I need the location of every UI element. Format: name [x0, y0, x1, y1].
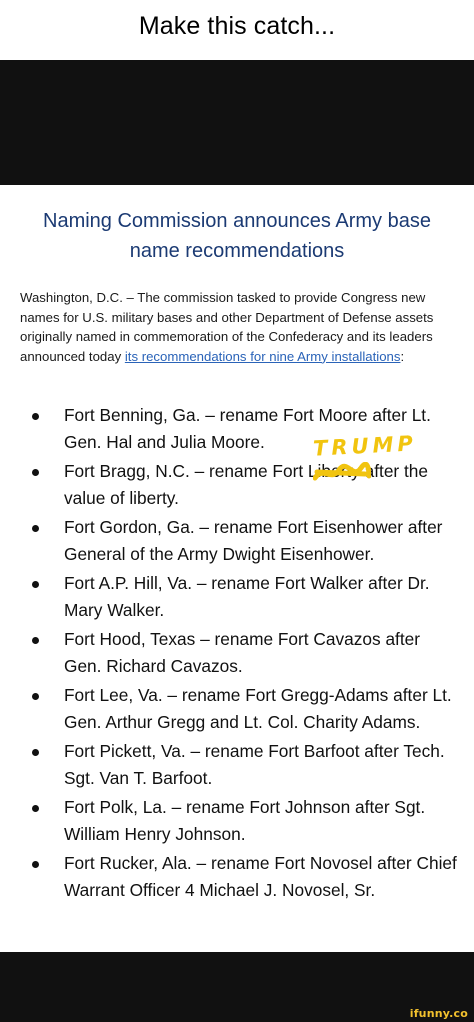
recommendation-text: Fort Lee, Va. – rename Fort Gregg-Adams after Lt. Gen. Arthur Gregg and Lt. Col. Charity Adams.: [64, 685, 452, 732]
bullet-icon: [32, 749, 39, 756]
bullet-icon: [32, 525, 39, 532]
bullet-icon: [32, 693, 39, 700]
recommendation-text: Fort Benning, Ga. – rename Fort Moore after Lt. Gen. Hal and Julia Moore.: [64, 405, 431, 452]
article-intro: [20, 288, 460, 366]
recommendation-text: Fort Polk, La. – rename Fort Johnson after Sgt. William Henry Johnson.: [64, 797, 426, 844]
recommendation-text: Fort Hood, Texas – rename Fort Cavazos after Gen. Richard Cavazos.: [64, 629, 421, 676]
list-item: [18, 794, 460, 848]
bullet-icon: [32, 637, 39, 644]
recommendations-link[interactable]: its recommendations for nine Army installations: [124, 348, 401, 364]
top-black-bar: [0, 60, 474, 185]
list-item: [18, 458, 460, 512]
list-item: [18, 682, 460, 736]
list-item: [18, 626, 460, 680]
article-headline: Naming Commission announces Army base name recommendations: [43, 210, 431, 262]
recommendation-text: Fort Rucker, Ala. – rename Fort Novosel after Chief Warrant Officer 4 Michael J. Novosel, Sr.: [64, 853, 457, 900]
bullet-icon: [32, 861, 39, 868]
bullet-icon: [32, 469, 39, 476]
list-item: [18, 514, 460, 568]
bottom-black-bar: [0, 952, 474, 1022]
intro-text: Washington, D.C. – The commission tasked to provide Congress new names for U.S. military bases and other Department of Defense assets originally named in commemoration of the Confederacy and its leaders announced today: [20, 290, 434, 364]
ifunny-watermark: ifunny.co: [409, 1007, 468, 1020]
handwritten-trump: TRUMP: [312, 431, 418, 461]
recommendation-text: Fort Bragg, N.C. – rename Fort Liberty after the value of liberty.: [64, 461, 429, 508]
bullet-icon: [32, 805, 39, 812]
list-item: [18, 570, 460, 624]
yellow-scribble: [313, 462, 371, 484]
recommendations-list: [18, 402, 460, 906]
list-item: [18, 850, 460, 904]
meme-caption: Make this catch...: [138, 12, 336, 40]
bullet-icon: [32, 413, 39, 420]
recommendation-text: Fort Gordon, Ga. – rename Fort Eisenhower after General of the Army Dwight Eisenhower.: [64, 517, 443, 564]
recommendation-text: Fort Pickett, Va. – rename Fort Barfoot after Tech. Sgt. Van T. Barfoot.: [64, 741, 445, 788]
list-item: [18, 738, 460, 792]
intro-colon: :: [400, 348, 405, 364]
bullet-icon: [32, 581, 39, 588]
recommendation-text: Fort A.P. Hill, Va. – rename Fort Walker after Dr. Mary Walker.: [64, 573, 430, 620]
